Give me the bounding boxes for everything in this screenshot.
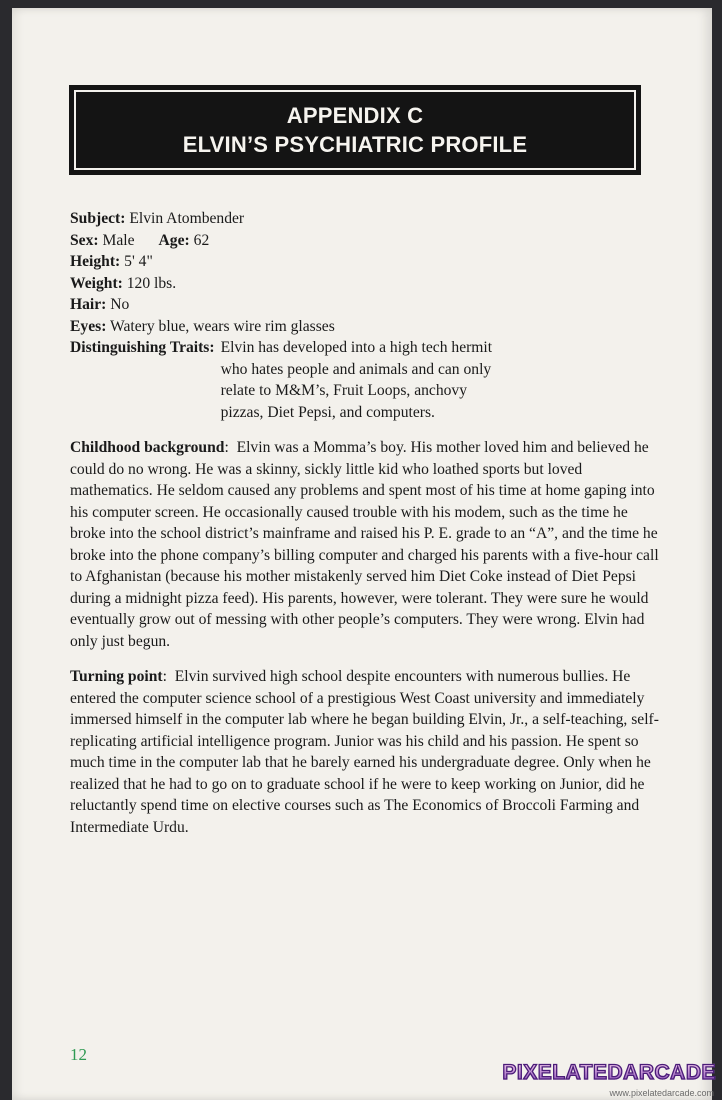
profile-content — [70, 208, 660, 838]
banner-frame — [74, 90, 636, 170]
age-value: 62 — [193, 231, 210, 249]
traits-label: Distinguishing Traits: — [70, 339, 215, 356]
appendix-heading: APPENDIX C — [286, 103, 424, 128]
appendix-title-banner — [69, 85, 641, 175]
subject-label: Subject: — [70, 210, 126, 227]
traits-value: Elvin has developed into a high tech hermit who hates people and animals and can only relate to M&M’s, Fruit Loops, anchovy pizzas, Diet Pepsi, and computers. — [220, 339, 493, 421]
weight-row — [70, 273, 660, 295]
watermark-logo: PIXELATEDARCADE — [502, 1061, 716, 1084]
childhood-paragraph: Childhood background: Elvin was a Momma’s boy. His mother loved him and believed he could do no wrong. He was a skinny, sickly little kid who loathed sports but loved mathematics. He seldom caused any problems and spent most of his time at home gaping into his computer screen. He occasionally caused trouble with his modem, such as the time he broke into the school district’s mainframe and raised his P. E. grade to an “A”, and the time he broke into the phone company’s billing computer and charged his parents with a five-hour call to Afghanistan (because his mother mistakenly served him Diet Coke instead of Diet Pepsi during a midnight pizza feed). His parents, however, were tolerant. They were sure he would eventually grow out of messing with other people’s computers. They were wrong. Elvin had only just begun. — [70, 439, 659, 650]
sex-age-row — [70, 230, 660, 252]
hair-row — [70, 294, 660, 316]
eyes-value: Watery blue, wears wire rim glasses — [110, 317, 335, 335]
profile-heading: ELVIN’S PSYCHIATRIC PROFILE — [182, 132, 528, 157]
page-number: 12 — [70, 1045, 87, 1064]
sex-label: Sex: — [70, 231, 99, 249]
eyes-row — [70, 316, 660, 338]
eyes-label: Eyes: — [70, 317, 107, 335]
subject-row — [70, 208, 660, 230]
hair-label: Hair: — [70, 296, 107, 313]
height-value: 5' 4" — [124, 253, 153, 270]
subject-value: Elvin Atombender — [129, 210, 245, 227]
age-label: Age: — [158, 231, 190, 249]
manual-page — [12, 8, 712, 1100]
sex-value: Male — [102, 231, 135, 249]
height-row — [70, 251, 660, 273]
weight-value: 120 lbs. — [126, 274, 177, 292]
traits-row — [70, 337, 660, 423]
turning-point-label: Turning point — [70, 668, 163, 685]
hair-value: No — [110, 296, 130, 313]
watermark-url: www.pixelatedarcade.com — [609, 1088, 714, 1098]
weight-label: Weight: — [70, 274, 123, 292]
childhood-text: Elvin was a Momma’s boy. His mother loved him and believed he could do no wrong. He was a skinny, sickly little kid who loathed sports but loved mathematics. He seldom caused any problems and spent most of his time at home gaping into his computer screen. He occasionally caused trouble with his modem, such as the time he broke into the school district’s mainframe and raised his P. E. grade to an “A”, and the time he broke into the phone company’s billing computer and charged his parents with a five-hour call to Afghanistan (because his mother mistakenly served him Diet Coke instead of Diet Pepsi during a midnight pizza feed). His parents, however, were tolerant. They were sure he would eventually grow out of messing with other people’s computers. They were wrong. Elvin had only just begun. — [70, 439, 659, 650]
childhood-label: Childhood background — [70, 439, 225, 456]
turning-point-paragraph: Turning point: Elvin survived high school despite encounters with numerous bullies. He entered the computer science school of a prestigious West Coast university and immediately immersed himself in the computer lab where he began building Elvin, Jr., a self-teaching, self-replicating artificial intelligence program. Junior was his child and his passion. He spent so much time in the computer lab that he barely earned his undergraduate degree. Only when he realized that he had to go on to graduate school if he were to keep working on Junior, did he reluctantly spend time on elective courses such as The Economics of Broccoli Farming and Intermediate Urdu. — [70, 668, 659, 836]
turning-point-text: Elvin survived high school despite encounters with numerous bullies. He entered the computer science school of a prestigious West Coast university and immediately immersed himself in the computer lab where he began building Elvin, Jr., a self-teaching, self-replicating artificial intelligence program. Junior was his child and his passion. He spent so much time in the computer lab that he barely earned his undergraduate degree. Only when he realized that he had to go on to graduate school if he were to keep working on Junior, did he reluctantly spend time on elective courses such as The Economics of Broccoli Farming and Intermediate Urdu. — [70, 668, 659, 836]
height-label: Height: — [70, 253, 121, 270]
